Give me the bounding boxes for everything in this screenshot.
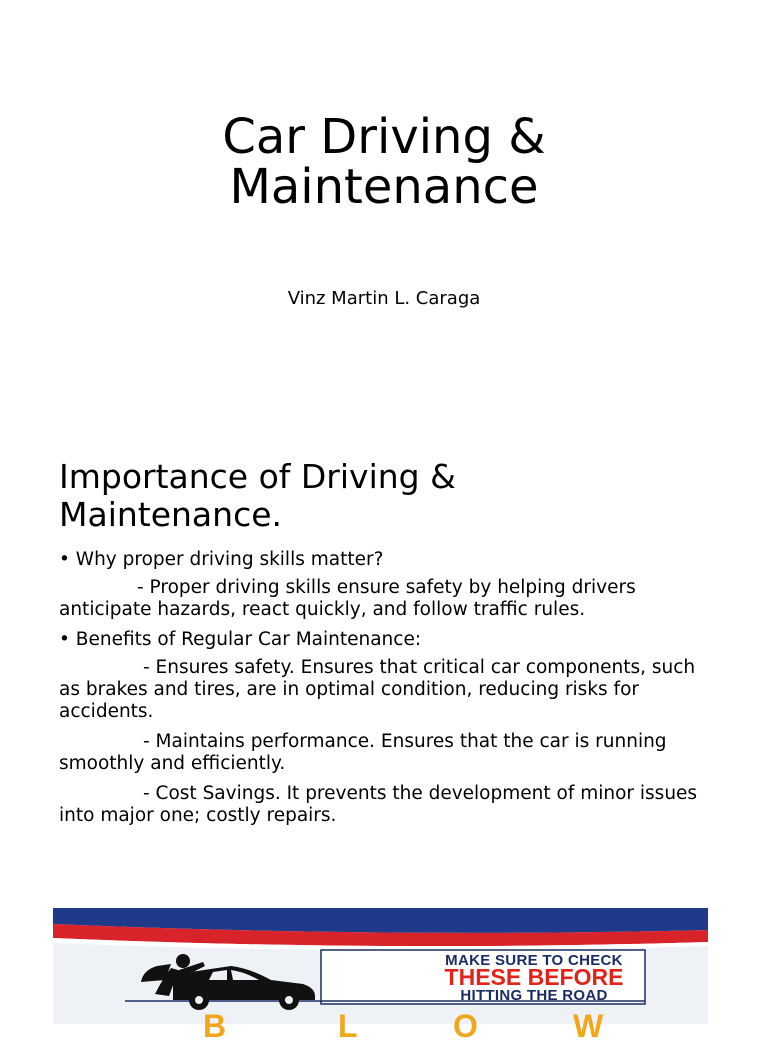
title-line-1: Car Driving & [222, 109, 546, 165]
bullet-driving-skills-text: - Proper driving skills ensure safety by helping drivers anticipate hazards, react quickly, and follow traffic rules. [59, 577, 636, 620]
sub-item-cost-savings: - Cost Savings. It prevents the development of minor issues into major one; costly repairs. [59, 783, 698, 826]
presentation-title [0, 109, 768, 215]
bullet-driving-skills: • Why proper driving skills matter? [59, 549, 384, 570]
blow-letters [53, 1008, 708, 1044]
bullet-list [59, 549, 719, 835]
letter-w: W [573, 1008, 604, 1044]
sub-item-safety: - Ensures safety. Ensures that critical car components, such as brakes and tires, are in optimal condition, reducing risks for accidents. [59, 657, 696, 722]
banner-line-3: HITTING THE ROAD [460, 987, 608, 1004]
letter-l: L [338, 1008, 358, 1044]
title-line-2: Maintenance [229, 159, 539, 215]
heading-line-1: Importance of Driving & [59, 457, 456, 496]
bullet-maintenance-benefits: • Benefits of Regular Car Maintenance: [59, 629, 422, 650]
banner-line-2: THESE BEFORE [444, 964, 624, 990]
check-before-road-banner [53, 908, 708, 1044]
letter-o: O [453, 1008, 478, 1044]
heading-line-2: Maintenance. [59, 495, 283, 534]
author-name: Vinz Martin L. Caraga [287, 288, 481, 309]
letter-b: B [203, 1008, 227, 1044]
banner-line-1: MAKE SURE TO CHECK [445, 952, 623, 969]
sub-item-performance: - Maintains performance. Ensures that the car is running smoothly and efficiently. [59, 731, 667, 774]
slide-heading [59, 458, 719, 534]
